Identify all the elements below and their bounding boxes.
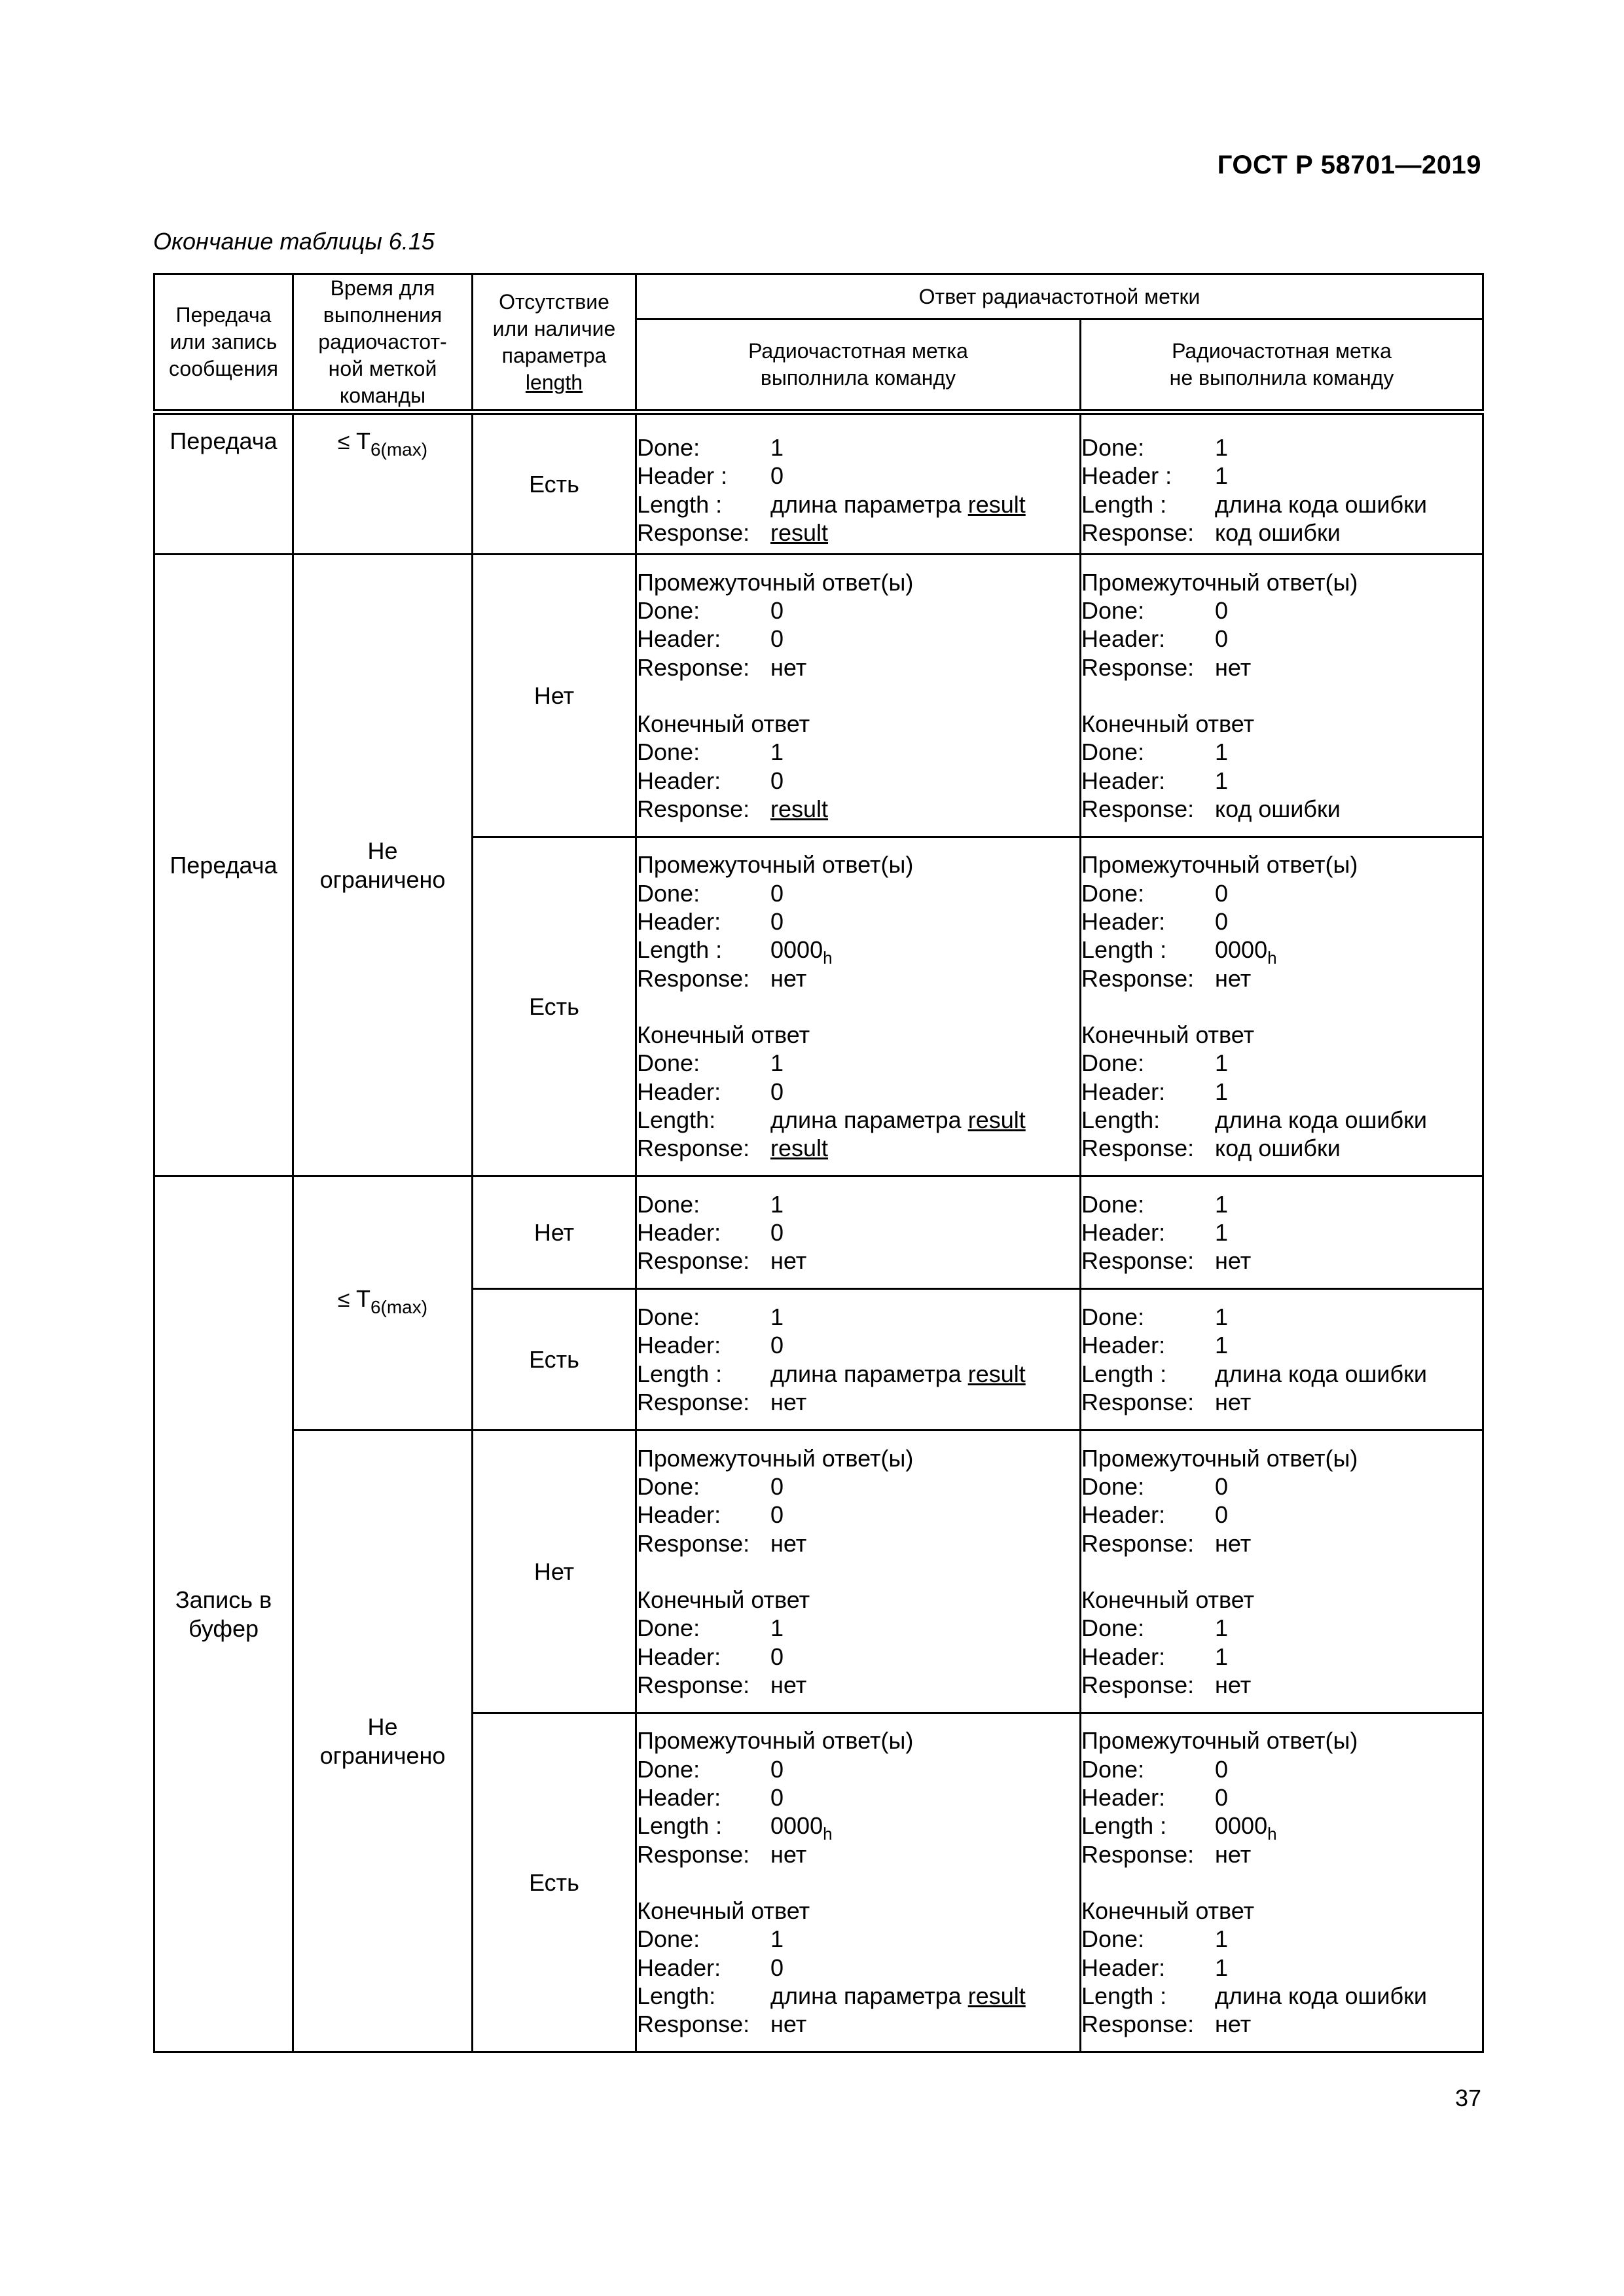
header-mode: Передача или запись сообщения [154,274,293,412]
response-done-cell: Промежуточный ответ(ы) Done: 0 Header: 0 Length : $0000_h$ Response: нет Конечный ответ Done: 1 Header: 0 Length: длина параметра result Response: result [636,837,1081,1176]
time-cell: Не ограничено [293,1430,473,2052]
presence-cell: Нет [473,555,636,837]
time-cell: ≤ $T_{6(max)}$ [293,412,473,555]
presence-cell: Есть [473,412,636,555]
mode-cell: Передача [154,412,293,555]
response-done-cell: Done: 1 Header: 0 Response: нет [636,1176,1081,1289]
response-not-done-cell: Промежуточный ответ(ы) Done: 0 Header: 0 Response: нет Конечный ответ Done: 1 Header: 1 Response: код ошибки [1081,555,1483,837]
presence-cell: Нет [473,1176,636,1289]
table-caption: Окончание таблицы 6.15 [153,228,435,255]
page-number: 37 [1454,2085,1481,2111]
presence-cell: Есть [473,1713,636,2052]
response-done-cell: Промежуточный ответ(ы) Done: 0 Header: 0 Length : $0000_h$ Response: нет Конечный ответ Done: 1 Header: 0 Length: длина параметра result Response: нет [636,1713,1081,2052]
response-done-cell: Done: 1 Header: 0 Length : длина параметра result Response: нет [636,1289,1081,1430]
response-not-done-cell: Промежуточный ответ(ы) Done: 0 Header: 0 Response: нет Конечный ответ Done: 1 Header: 1 Response: нет [1081,1430,1483,1713]
table-row [154,1176,1483,1289]
response-table [153,273,1484,2053]
presence-cell: Есть [473,1289,636,1430]
response-done-cell: Done: 1 Header : 0 Length : длина параметра result Response: result [636,412,1081,555]
presence-cell: Есть [473,837,636,1176]
presence-cell: Нет [473,1430,636,1713]
table-row [154,555,1483,837]
header-response: Ответ радиачастотной метки [636,274,1483,319]
header-length: Отсутствие или наличие параметра length [473,274,636,412]
header-time: Время для выполнения радиочастот- ной меткой команды [293,274,473,412]
response-not-done-cell: Промежуточный ответ(ы) Done: 0 Header: 0 Length : $0000_h$ Response: нет Конечный ответ Done: 1 Header: 1 Length : длина кода ошибки Response: нет [1081,1713,1483,2052]
document-code: ГОСТ Р 58701—2019 [1217,151,1481,179]
time-cell: Не ограничено [293,555,473,1176]
table-row [154,1430,1483,1713]
response-not-done-cell: Done: 1 Header : 1 Length : длина кода ошибки Response: код ошибки [1081,412,1483,555]
response-done-cell: Промежуточный ответ(ы) Done: 0 Header: 0 Response: нет Конечный ответ Done: 1 Header: 0 Response: result [636,555,1081,837]
header-not-done: Радиочастотная метка не выполнила команду [1081,319,1483,412]
response-not-done-cell: Done: 1 Header: 1 Length : длина кода ошибки Response: нет [1081,1289,1483,1430]
mode-cell: Запись в буфер [154,1176,293,2052]
response-done-cell: Промежуточный ответ(ы) Done: 0 Header: 0 Response: нет Конечный ответ Done: 1 Header: 0 Response: нет [636,1430,1081,1713]
response-not-done-cell: Done: 1 Header: 1 Response: нет [1081,1176,1483,1289]
table-row [154,412,1483,555]
mode-cell: Передача [154,555,293,1176]
response-not-done-cell: Промежуточный ответ(ы) Done: 0 Header: 0 Length : $0000_h$ Response: нет Конечный ответ Done: 1 Header: 1 Length: длина кода ошибки Response: код ошибки [1081,837,1483,1176]
time-cell: ≤ $T_{6(max)}$ [293,1176,473,1430]
header-done: Радиочастотная метка выполнила команду [636,319,1081,412]
